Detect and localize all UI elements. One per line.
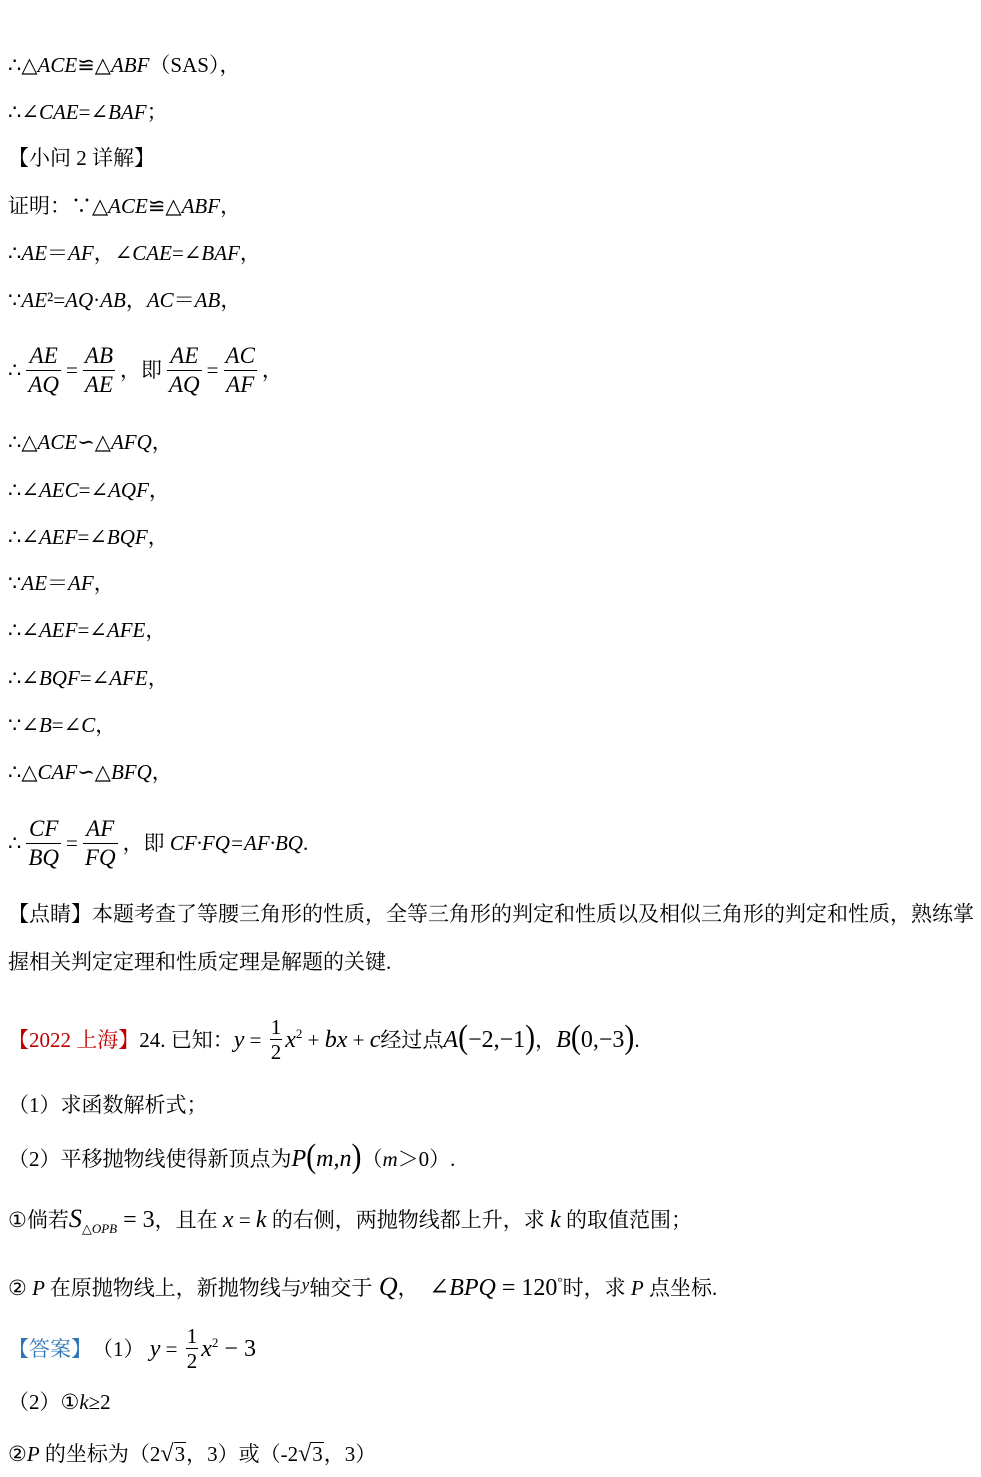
text-segment: ，	[261, 358, 283, 382]
text-segment: ∴△	[8, 430, 38, 454]
text-segment: 轴交于	[309, 1276, 373, 1300]
problem-question-2-part-2	[8, 1268, 717, 1309]
answer-part-2-2	[8, 1440, 376, 1475]
proof-line-9	[8, 476, 170, 511]
fraction-numerator: AC	[225, 343, 255, 368]
proof-line-15	[8, 758, 173, 793]
text-segment: ，	[239, 241, 261, 265]
fraction-numerator: AB	[84, 343, 113, 368]
text-segment: 点坐标.	[643, 1276, 718, 1300]
text-segment: ＝	[47, 241, 69, 265]
equals-sign: =	[206, 358, 219, 382]
math-variable: k	[255, 1207, 267, 1233]
problem-question-2	[8, 1137, 456, 1180]
text-segment: ，	[220, 288, 242, 312]
text-segment: ∵∠	[8, 713, 39, 737]
equals-sign: =	[160, 1337, 183, 1361]
circled-number-1: ①	[60, 1390, 80, 1414]
fraction-denominator: FQ	[84, 845, 116, 870]
fraction	[167, 342, 202, 399]
fraction	[83, 815, 118, 872]
text-segment: ≌△	[147, 194, 182, 218]
text-segment: .	[634, 1028, 640, 1052]
text-segment: ∴△	[8, 760, 38, 784]
text-segment: ，	[93, 571, 115, 595]
fraction-numerator: CF	[29, 816, 59, 841]
text-segment: ，即	[120, 358, 162, 382]
math-variable: BQF	[38, 666, 80, 690]
point-p-label: P	[291, 1146, 307, 1172]
math-variable: ACE	[37, 53, 78, 77]
point-b-label: B	[556, 1027, 571, 1053]
math-variable: CAF	[37, 760, 78, 784]
math-variable: AEC	[38, 478, 79, 502]
text-segment: （	[361, 1147, 383, 1171]
math-variable: k	[79, 1390, 89, 1414]
math-variable: AFE	[109, 666, 148, 690]
fraction-numerator: AF	[86, 816, 115, 841]
math-variable: AFQ	[110, 430, 152, 454]
equals-sign: =	[66, 358, 78, 382]
text-segment: =∠	[51, 713, 82, 737]
circled-number-2: ②	[8, 1442, 27, 1466]
text-segment: 时，求	[562, 1276, 631, 1300]
point-a-coordinates: −2,−1	[468, 1027, 526, 1053]
proof-line-10	[8, 523, 169, 558]
text-segment: ，	[151, 430, 173, 454]
fraction-numerator: 1	[186, 1324, 198, 1348]
math-variable: P	[26, 1442, 40, 1466]
text-segment: ，	[148, 478, 170, 502]
equals-sign: =	[66, 831, 78, 855]
text-segment: 的坐标为（2	[39, 1442, 161, 1466]
right-paren: )	[351, 1137, 362, 1175]
fraction-denominator: AQ	[28, 372, 60, 397]
fraction	[83, 342, 115, 399]
text-segment: ，	[125, 288, 147, 312]
text-segment: （SAS），	[149, 53, 241, 77]
proof-line-1	[8, 51, 240, 86]
note-text: 握相关判定定理和性质定理是解题的关键.	[8, 950, 392, 974]
math-variable: BAF	[201, 241, 240, 265]
math-variable: AE	[21, 241, 48, 265]
math-variable: BQF	[106, 525, 148, 549]
text-segment: 在原抛物线上，新抛物线与	[49, 1276, 302, 1300]
math-variable: c	[369, 1027, 381, 1053]
therefore-symbol: ∴	[8, 358, 22, 382]
math-variable: ACE	[37, 430, 78, 454]
degree-symbol: °	[557, 1274, 563, 1289]
math-variable: AF	[68, 241, 94, 265]
math-variable: y	[301, 1275, 310, 1294]
math-variable: x	[201, 1336, 212, 1362]
proof-line-14	[8, 711, 116, 746]
fraction-denominator: BQ	[28, 845, 60, 870]
text-segment: ∴∠	[8, 525, 39, 549]
answer-part-1	[8, 1324, 256, 1373]
fraction-denominator: AF	[224, 370, 257, 399]
heading-text: 【小问 2 详解】	[8, 146, 155, 170]
exponent: 2	[211, 1335, 219, 1350]
math-variable: AE	[21, 571, 48, 595]
text-segment: ≌△	[77, 53, 111, 77]
math-variable: ACE	[108, 194, 148, 218]
area-symbol: S	[68, 1204, 82, 1233]
proof-line-2	[8, 98, 168, 133]
equals-sign: =	[244, 1028, 267, 1052]
fraction-one-half	[270, 1015, 283, 1064]
right-paren: )	[525, 1018, 536, 1056]
text-segment: =∠	[77, 525, 107, 549]
answer-part-2-1	[8, 1388, 111, 1423]
circled-number-1: ①	[8, 1208, 27, 1232]
text-segment: ，3）	[323, 1442, 377, 1466]
left-paren: (	[306, 1137, 317, 1175]
text-segment: =∠	[78, 100, 109, 124]
text-segment: .	[302, 831, 309, 855]
note-text: 【点睛】本题考查了等腰三角形的性质，全等三角形的判定和性质以及相似三角形的判定和性质，熟练掌	[8, 902, 974, 926]
text-segment: ∴△	[8, 53, 38, 77]
math-variable: x	[285, 1027, 296, 1053]
math-variable: AF	[68, 571, 94, 595]
text-segment: ，	[220, 194, 242, 218]
text-segment: ∴∠	[8, 666, 39, 690]
math-variable: P	[630, 1276, 644, 1300]
section-heading-subquestion-2	[8, 144, 155, 179]
proof-line-13	[8, 664, 169, 699]
fraction-denominator: AQ	[169, 372, 200, 397]
math-variable: BFQ	[110, 760, 152, 784]
radicand: 3	[174, 1442, 186, 1466]
math-variable: AQ	[65, 288, 94, 312]
fraction-numerator: AE	[170, 343, 199, 368]
plus-sign: +	[302, 1028, 325, 1052]
problem-intro: 24. 已知：	[139, 1028, 234, 1052]
math-variable: BAF	[108, 100, 147, 124]
fraction-denominator: AE	[84, 372, 113, 397]
text-segment: ，∠	[93, 241, 133, 265]
fraction-numerator: 1	[270, 1015, 282, 1039]
text-segment: ∴∠	[8, 618, 39, 642]
math-variable: Q	[372, 1272, 398, 1301]
point-p-coordinates: m,n	[316, 1146, 352, 1172]
text-segment: ≥2	[88, 1390, 111, 1414]
text-segment: ，且在	[154, 1208, 223, 1232]
radical-sign: √	[298, 1441, 312, 1467]
math-variable: CAE	[38, 100, 79, 124]
math-expression: − 3	[218, 1336, 256, 1362]
left-paren: (	[570, 1018, 581, 1056]
text-segment: ∴∠	[8, 478, 39, 502]
text-segment: 倘若	[26, 1208, 69, 1232]
fraction	[224, 342, 257, 399]
proof-line-4	[8, 192, 241, 227]
text-segment: ，	[535, 1028, 557, 1052]
text-segment: ∵	[8, 571, 22, 595]
source-tag: 【2022 上海】	[8, 1028, 140, 1052]
math-variable: AB	[100, 288, 126, 312]
text-segment: ，即	[122, 831, 170, 855]
text-segment: ∴∠	[8, 100, 39, 124]
proof-line-5	[8, 239, 261, 274]
math-variable: k	[550, 1207, 561, 1233]
text-segment: ²=	[47, 288, 66, 312]
text-segment: ∵	[8, 288, 22, 312]
text-segment: =∠	[78, 478, 109, 502]
math-variable: CAE	[132, 241, 172, 265]
text-segment: ∽△	[77, 760, 111, 784]
text-segment: ·	[93, 288, 101, 312]
left-paren: (	[458, 1018, 469, 1056]
fraction	[26, 815, 61, 872]
text-segment: ∴	[8, 241, 22, 265]
math-variable: m	[382, 1147, 398, 1171]
text-segment: 的取值范围；	[560, 1208, 692, 1232]
therefore-symbol: ∴	[8, 831, 22, 855]
exponent: 2	[295, 1026, 303, 1041]
text-segment: ∽△	[77, 430, 111, 454]
fraction-numerator: AE	[29, 343, 58, 368]
math-variable: AEF	[38, 525, 78, 549]
math-expression: CF·FQ=AF·BQ	[169, 831, 303, 855]
text-segment: 的右侧，两抛物线都上升，求	[266, 1208, 551, 1232]
math-variable: AFE	[106, 618, 146, 642]
radical-sign: √	[160, 1441, 174, 1467]
proof-line-7-ratio	[8, 342, 283, 399]
text-segment: 证明：∵△	[8, 194, 109, 218]
math-variable: AE	[21, 288, 48, 312]
point-a-label: A	[443, 1027, 459, 1053]
math-variable: AQF	[108, 478, 149, 502]
fraction-one-half	[186, 1324, 199, 1373]
text-segment: ，3）或（-2	[186, 1442, 299, 1466]
text-segment: ，	[397, 1276, 430, 1300]
text-segment: ，	[145, 618, 167, 642]
text-segment: ，	[147, 525, 169, 549]
math-variable: AB	[194, 288, 221, 312]
problem-statement	[8, 1015, 640, 1064]
proof-line-6	[8, 286, 241, 321]
math-variable: x	[222, 1207, 234, 1233]
problem-question-2-part-1	[8, 1205, 692, 1243]
problem-question-1	[8, 1091, 208, 1126]
math-variable: AEF	[38, 618, 78, 642]
text-segment: =∠	[79, 666, 110, 690]
math-variable: B	[38, 713, 52, 737]
math-variable: AC	[146, 288, 174, 312]
proof-line-12	[8, 616, 166, 651]
proof-line-16-ratio	[8, 815, 308, 872]
note-line-1	[8, 900, 977, 935]
right-paren: )	[624, 1018, 635, 1056]
plus-sign: +	[347, 1028, 370, 1052]
text-segment: ，	[151, 760, 173, 784]
fraction	[26, 342, 61, 399]
math-variable: bx	[324, 1027, 348, 1053]
circled-number-2: ②	[8, 1276, 27, 1300]
angle-name: BPQ	[449, 1275, 496, 1301]
equals-sign: =	[233, 1208, 256, 1232]
math-variable: y	[233, 1027, 245, 1053]
text-segment: =∠	[77, 618, 107, 642]
question-text: （2）平移抛物线使得新顶点为	[8, 1147, 292, 1171]
math-variable: y	[149, 1336, 161, 1362]
proof-line-11	[8, 569, 115, 604]
fraction-denominator: 2	[270, 1040, 282, 1064]
text-segment: （2）	[8, 1390, 61, 1414]
area-subscript: △OPB	[81, 1221, 118, 1236]
math-expression: = 3	[117, 1207, 155, 1233]
math-variable: ABF	[110, 53, 150, 77]
point-b-coordinates: 0,−3	[580, 1027, 625, 1053]
math-variable: C	[81, 713, 96, 737]
angle-symbol: ∠	[429, 1275, 450, 1301]
note-line-2	[8, 948, 977, 983]
math-expression: = 120	[495, 1275, 558, 1301]
text-segment: ＞0）.	[397, 1147, 456, 1171]
text-segment: =∠	[171, 241, 202, 265]
radicand: 3	[312, 1442, 323, 1466]
text-segment: ，	[95, 713, 117, 737]
text-segment: （1）	[92, 1337, 150, 1361]
text-segment: 经过点	[380, 1028, 444, 1052]
text-segment: ，	[147, 666, 169, 690]
answer-tag: 【答案】	[8, 1337, 92, 1361]
fraction-denominator: 2	[186, 1349, 198, 1373]
proof-line-8	[8, 428, 173, 463]
square-root	[160, 1440, 186, 1475]
text-segment: ；	[146, 100, 168, 124]
math-variable: P	[26, 1276, 50, 1300]
square-root	[298, 1440, 324, 1475]
math-variable: ABF	[181, 194, 221, 218]
question-text: （1）求函数解析式；	[8, 1093, 208, 1117]
text-segment: ＝	[173, 288, 195, 312]
text-segment: ＝	[47, 571, 69, 595]
